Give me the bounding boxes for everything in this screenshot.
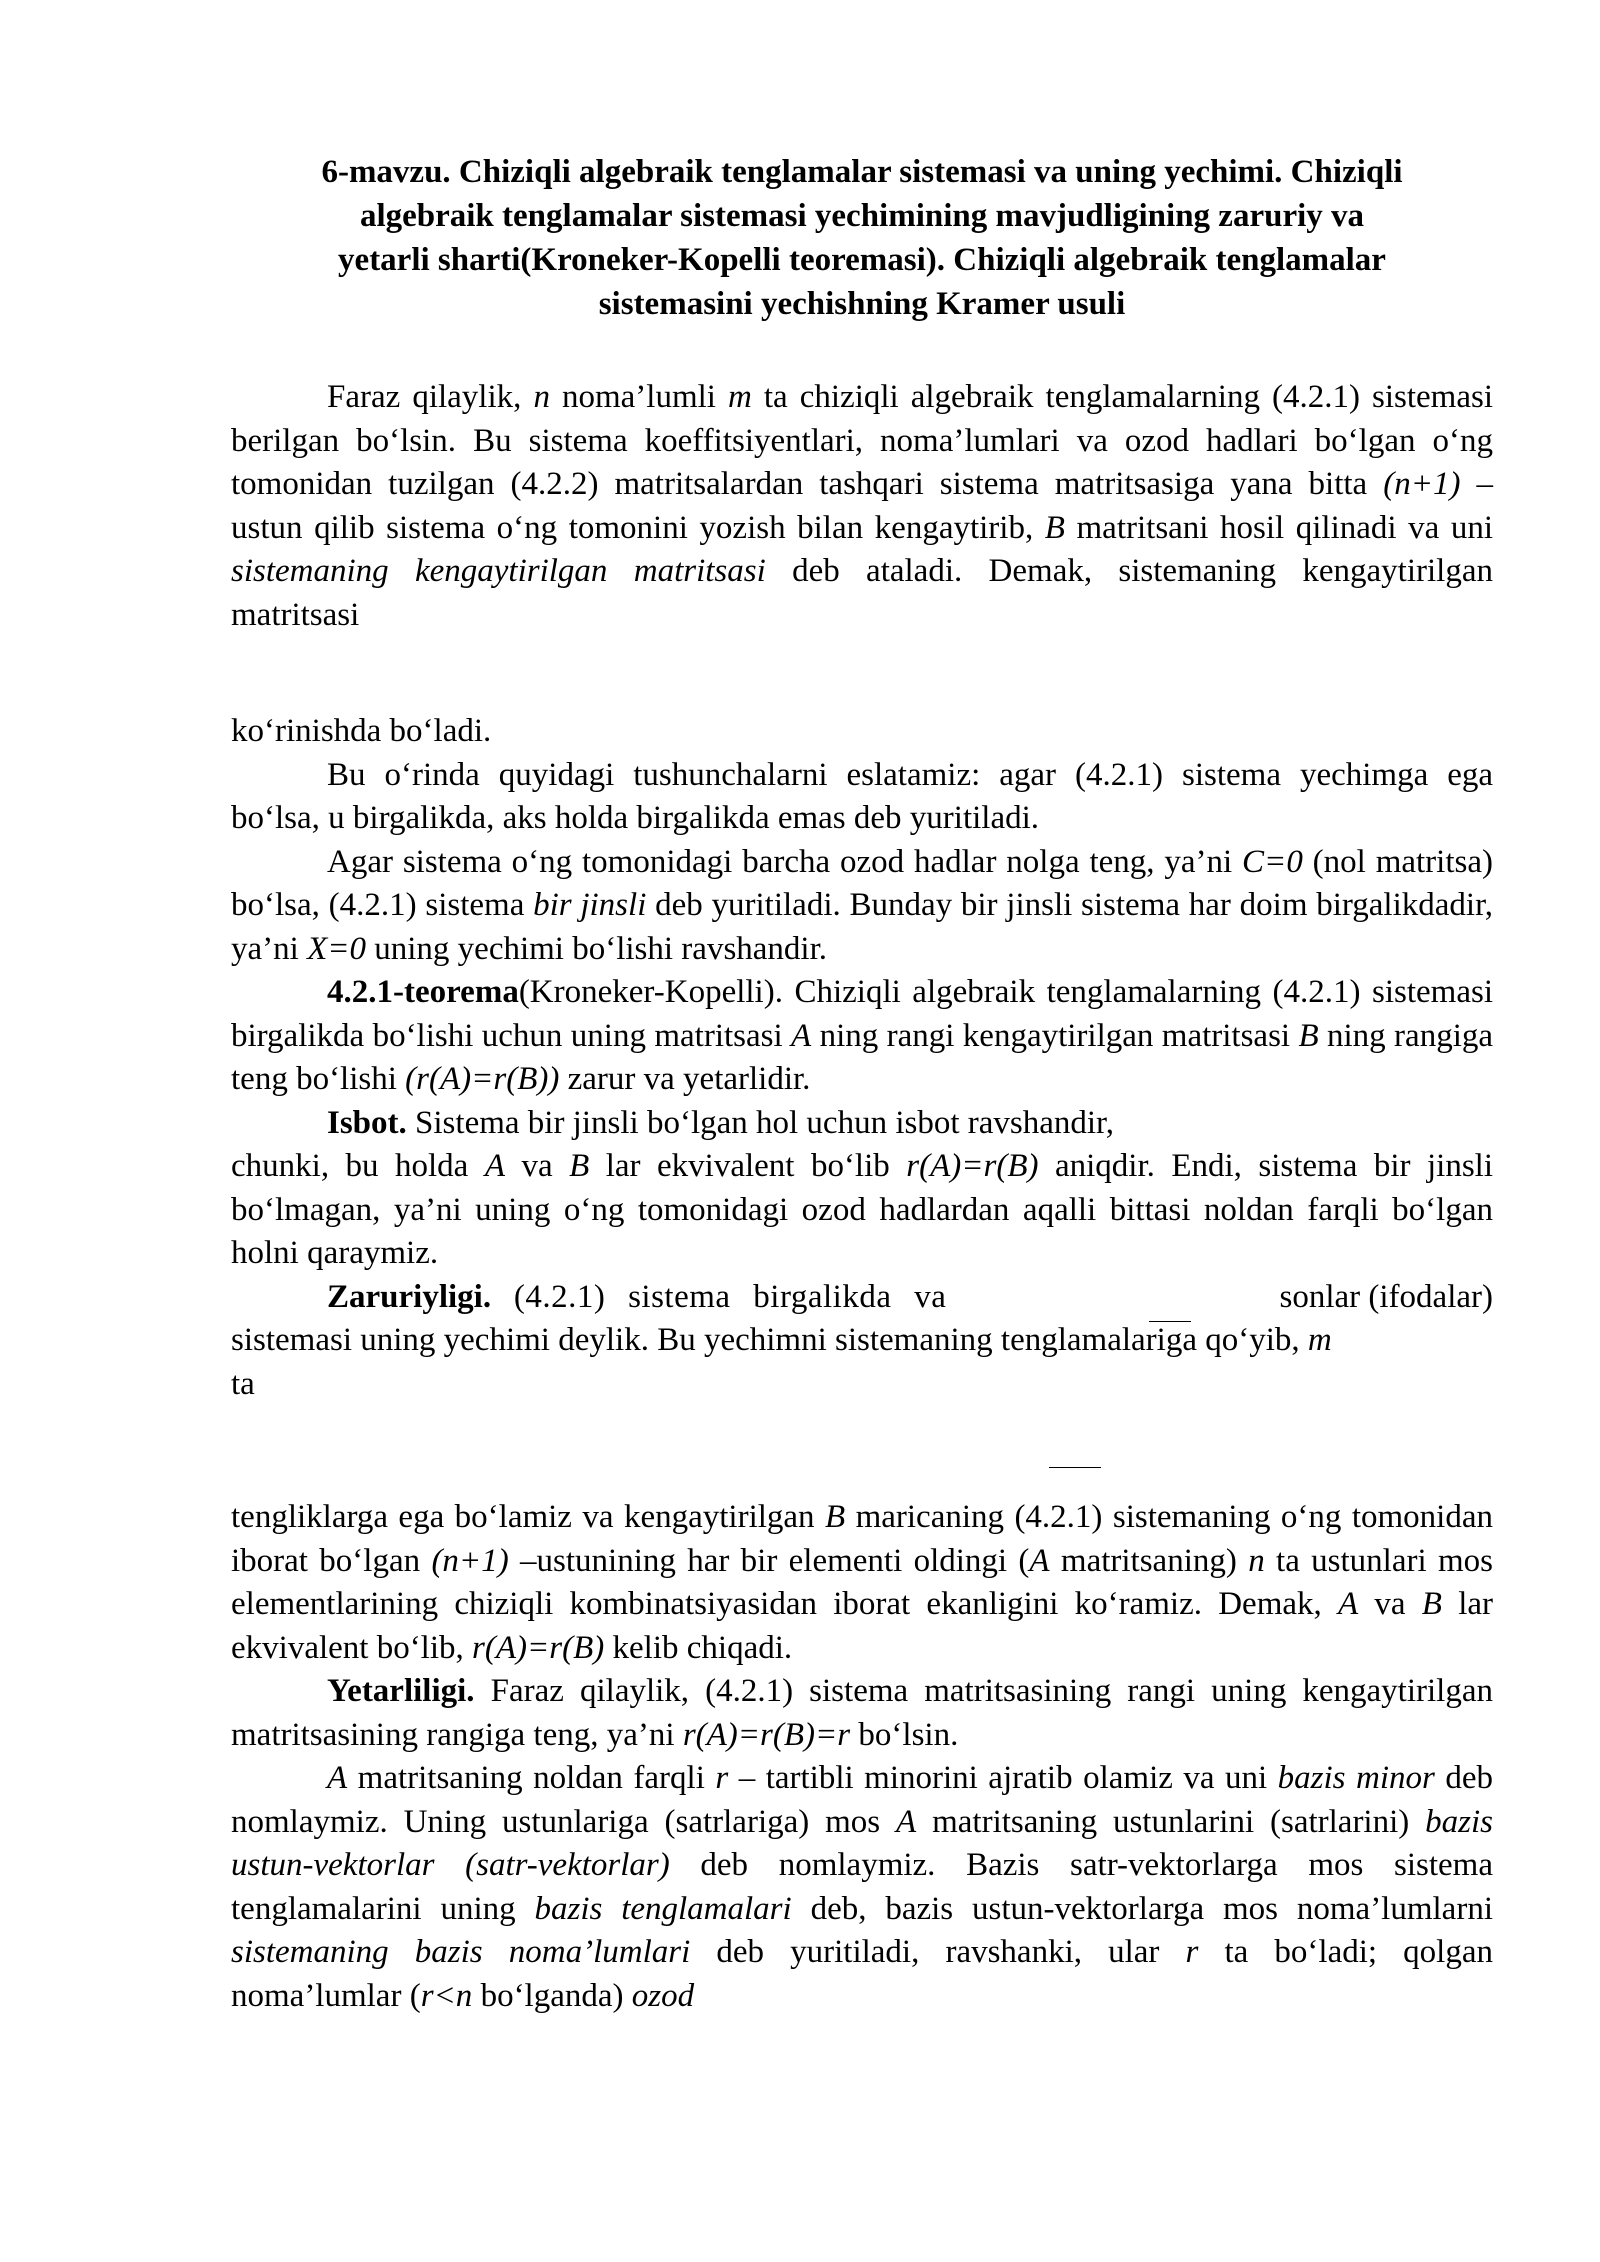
math-expr: r(A)=r(B)=r: [682, 1716, 851, 1753]
text: lar ekvivalent bo‘lib: [589, 1148, 907, 1184]
paragraph-theorem: [231, 971, 1493, 1102]
text: bo‘lsin.: [850, 1716, 959, 1753]
math-var: m: [728, 379, 752, 415]
text: zarur va yetarlidir.: [559, 1061, 811, 1097]
title-line: yetarli sharti(Kroneker-Kopelli teoremasi). Chiziqli algebraik tenglamalar: [338, 242, 1386, 278]
text: Faraz qilaylik,: [327, 379, 534, 415]
text: noma’lumli: [549, 379, 728, 415]
math-expr: X=0: [307, 930, 366, 967]
text: kelib chiqadi.: [604, 1629, 793, 1666]
text: (4.2.1) sistema birgalikda va: [491, 1278, 947, 1315]
document-page: [231, 150, 1493, 2018]
text: va: [1358, 1586, 1422, 1622]
math-var: A: [1029, 1542, 1050, 1579]
math-var: B: [1421, 1586, 1442, 1622]
math-expr: (n+1): [1383, 466, 1461, 502]
text: deb nomlaymiz. Bazis satr-vektorlarga mos sistema tenglamalarini uning: [231, 1847, 1493, 1927]
text: maricaning (4.2.1) sistemaning o‘ng tomonidan iborat bo‘lgan: [231, 1499, 1493, 1579]
defined-term: bazis minor: [1277, 1760, 1435, 1796]
text: ta bo‘ladi; qolgan noma’lumlar (: [231, 1934, 1493, 2014]
text: – ustun qilib sistema o‘ng tomonini yozish bilan kengaytirib,: [231, 466, 1494, 546]
paragraph-intro: [231, 376, 1493, 637]
math-expr: r(A)=r(B): [906, 1148, 1039, 1184]
defined-term: sistemaning kengaytirilgan matritsasi: [231, 553, 766, 589]
text: (Kroneker-Kopelli). Chiziqli algebraik tenglamalarning (4.2.1) sistemasi birgalikda bo‘lishi uchun uning matritsasi: [231, 974, 1493, 1054]
text: tengliklarga ega bo‘lamiz va kengaytirilgan: [231, 1499, 825, 1535]
math-var: r: [1185, 1934, 1199, 1970]
text: ning rangiga teng bo‘lishi: [231, 1017, 1494, 1097]
formula-overline-mark: [1049, 1467, 1101, 1468]
text: ta chiziqli algebraik tenglamalarning (4.2.1) sistemasi berilgan bo‘lsin. Bu sistema koeffitsiyentlari, noma’lumlari va ozod hadlari bo‘lgan o‘ng tomonidan tuzilgan (4.2.2) matritsalardan tashqari sistema matritsasiga yana bitta: [231, 379, 1494, 502]
math-var: B: [824, 1499, 846, 1535]
formula-overline-mark: [1149, 1321, 1191, 1322]
text: chunki, bu holda: [231, 1148, 485, 1184]
title-line: sistemasini yechishning Kramer usuli: [598, 286, 1126, 322]
math-var: A: [1338, 1586, 1359, 1622]
text: Agar sistema o‘ng tomonidagi barcha ozod hadlar nolga teng, ya’ni: [327, 843, 1243, 880]
text: –ustunining har bir elementi oldingi (: [508, 1542, 1030, 1579]
math-var: B: [1044, 509, 1065, 546]
paragraph-equalities: [231, 1496, 1493, 1670]
math-var: B: [569, 1148, 590, 1184]
paragraph-proof-line1: [231, 1102, 1493, 1146]
text: deb nomlaymiz. Uning ustunlariga (satrlariga) mos: [231, 1760, 1493, 1840]
math-var: B: [1298, 1017, 1319, 1054]
necessity-label: Zaruriyligi.: [327, 1278, 492, 1315]
text: Faraz qilaylik, (4.2.1) sistema matritsasining rangi uning kengaytirilgan matritsasining rangiga teng, ya’ni: [231, 1673, 1493, 1753]
text: (nol matritsa) bo‘lsa, (4.2.1) sistema: [231, 843, 1493, 923]
defined-term: bazis ustun-vektorlar (satr-vektorlar): [231, 1803, 1494, 1883]
paragraph-basis: [231, 1757, 1493, 2018]
math-var: n: [1248, 1542, 1265, 1579]
math-var: n: [533, 379, 550, 415]
paragraph-necessity: [231, 1276, 1493, 1320]
defined-term: ozod: [631, 1977, 695, 2014]
math-expr: r<n: [420, 1977, 473, 2014]
text: deb, bazis ustun-vektorlarga mos noma’lumlarni: [791, 1890, 1493, 1927]
paragraph-consistency: Bu o‘rinda quyidagi tushunchalarni eslatamiz: agar (4.2.1) sistema yechimga ega bo‘lsa, u birgalikda, aks holda birgalikda emas deb yuritiladi.: [231, 756, 1493, 836]
text: matritsaning): [1049, 1542, 1249, 1579]
text: deb yuritiladi, ravshanki, ular: [690, 1934, 1186, 1970]
math-var: A: [896, 1803, 917, 1840]
math-expr: r(A)=r(B): [472, 1629, 605, 1666]
math-var: A: [791, 1017, 812, 1054]
text: Sistema bir jinsli bo‘lgan hol uchun isbot ravshandir,: [406, 1104, 1114, 1141]
paragraph-homogeneous: [231, 841, 1493, 972]
paragraph-form: ko‘rinishda bo‘ladi.: [231, 713, 492, 749]
text: matritsaning ustunlarini (satrlarini): [916, 1803, 1426, 1840]
math-expr: C=0: [1242, 843, 1303, 880]
math-var: A: [327, 1760, 348, 1796]
math-var: r: [715, 1760, 729, 1796]
text: lar ekvivalent bo‘lib,: [231, 1586, 1494, 1666]
text: deb ataladi. Demak, sistemaning kengaytirilgan matritsasi: [231, 553, 1493, 633]
text: matritsani hosil qilinadi va uni: [1064, 509, 1494, 546]
paragraph-necessity-cont: [231, 1319, 1493, 1363]
text: uning yechimi bo‘lishi ravshandir.: [366, 930, 828, 967]
defined-term: sistemaning bazis noma’lumlari: [231, 1934, 691, 1970]
text: bo‘lganda): [472, 1977, 632, 2014]
text: ta ustunlari mos elementlarining chiziqli kombinatsiyasidan iborat ekanligini ko‘ramiz. Demak,: [231, 1542, 1493, 1622]
text: sistemasi uning yechimi deylik. Bu yechimni sistemaning tenglamalariga qo‘yib,: [231, 1322, 1308, 1358]
text: aniqdir. Endi, sistema bir jinsli bo‘lmagan, ya’ni uning o‘ng tomonidagi ozod hadlardan aqalli bittasi noldan farqli bo‘lgan holni qaraymiz.: [231, 1148, 1493, 1271]
text: deb yuritiladi. Bunday bir jinsli sistema har doim birgalikdadir, ya’ni: [231, 887, 1494, 967]
title-line: algebraik tenglamalar sistemasi yechimining mavjudligining zaruriy va: [359, 198, 1365, 234]
math-var: A: [484, 1148, 505, 1184]
page-title: [231, 150, 1493, 326]
math-var: m: [1307, 1322, 1332, 1358]
text: ning rangi kengaytirilgan matritsasi: [811, 1017, 1299, 1054]
defined-term: bir jinsli: [533, 887, 647, 923]
math-expr: (n+1): [431, 1542, 509, 1579]
text: – tartibli minorini ajratib olamiz va uni: [728, 1760, 1278, 1796]
necessity-start: [327, 1276, 946, 1320]
math-expr: (r(A)=r(B)): [405, 1061, 560, 1097]
sufficiency-label: Yetarliligi.: [327, 1673, 475, 1709]
text: va: [504, 1148, 570, 1184]
defined-term: bazis tenglamalari: [534, 1890, 792, 1927]
theorem-label: 4.2.1-teorema: [327, 974, 519, 1010]
text: matritsaning noldan farqli: [347, 1760, 716, 1796]
paragraph-sufficiency: [231, 1670, 1493, 1757]
text: sonlar (ifodalar): [1279, 1278, 1493, 1315]
proof-label: Isbot.: [327, 1104, 407, 1141]
title-line: 6-mavzu. Chiziqli algebraik tenglamalar sistemasi va uning yechimi. Chiziqli: [321, 154, 1403, 190]
paragraph-proof: [231, 1145, 1493, 1276]
paragraph-necessity-ta: ta: [231, 1365, 255, 1402]
